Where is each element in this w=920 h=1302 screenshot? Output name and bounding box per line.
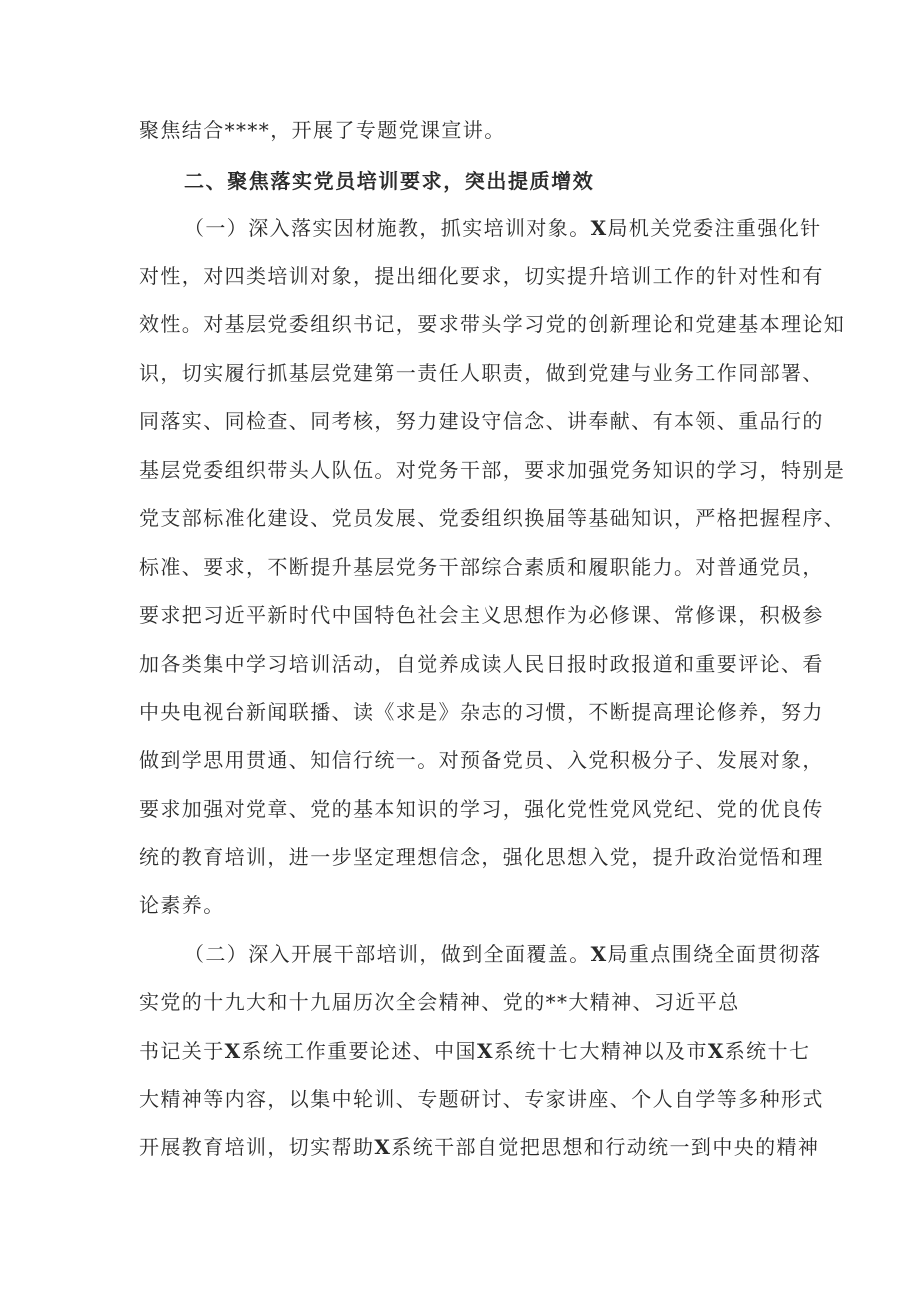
text-line-10: 标准、要求，不断提升基层党务干部综合素质和履职能力。对普通党员， — [139, 555, 824, 579]
bold-x-glyph: X — [224, 1039, 242, 1063]
bold-x-glyph: X — [476, 1039, 494, 1063]
text-line-17: 论素养。 — [139, 893, 225, 917]
text-line-16: 统的教育培训，进一步坚定理想信念，强化思想入党，提升政治觉悟和理 — [139, 845, 824, 869]
text-line-4: 对性，对四类培训对象，提出细化要求，切实提升培训工作的针对性和有 — [139, 264, 824, 288]
text-line-3: （一）深入落实因材施教，抓实培训对象。X局机关党委注重强化针 — [184, 216, 822, 240]
text-line-19: 实党的十九大和十九届历次全会精神、党的**大精神、习近平总 — [139, 990, 740, 1014]
text-line-9: 党支部标准化建设、党员发展、党委组织换届等基础知识，严格把握程序、 — [139, 506, 846, 530]
text-line-5: 效性。对基层党委组织书记，要求带头学习党的创新理论和党建基本理论知 — [139, 312, 846, 336]
bold-x-glyph: X — [707, 1039, 725, 1063]
text-line-7: 同落实、同检查、同考核，努力建设守信念、讲奉献、有本领、重品行的 — [139, 409, 824, 433]
text-line-22: 开展教育培训，切实帮助X系统干部自觉把思想和行动统一到中央的精神 — [139, 1135, 820, 1159]
text-line-15: 要求加强对党章、党的基本知识的学习，强化党性党风党纪、党的优良传 — [139, 797, 824, 821]
text-line-8: 基层党委组织带头人队伍。对党务干部，要求加强党务知识的学习，特别是 — [139, 458, 846, 482]
text-line-11: 要求把习近平新时代中国特色社会主义思想作为必修课、常修课，积极参 — [139, 603, 824, 627]
text-line-1: 聚焦结合****，开展了专题党课宣讲。 — [139, 118, 506, 142]
text-line-6: 识，切实履行抓基层党建第一责任人职责，做到党建与业务工作同部署、 — [139, 361, 824, 385]
text-line-13: 中央电视台新闻联播、读《求是》杂志的习惯，不断提高理论修养，努力 — [139, 700, 824, 724]
text-line-12: 加各类集中学习培训活动，自觉养成读人民日报时政报道和重要评论、看 — [139, 652, 824, 676]
text-line-18: （二）深入开展干部培训，做到全面覆盖。X局重点围绕全面贯彻落 — [184, 942, 822, 966]
bold-x-glyph: X — [590, 216, 608, 240]
bold-x-glyph: X — [374, 1135, 392, 1159]
text-line-14: 做到学思用贯通、知信行统一。对预备党员、入党积极分子、发展对象， — [139, 748, 824, 772]
text-line-21: 大精神等内容，以集中轮训、专题研讨、专家讲座、个人自学等多种形式 — [139, 1087, 824, 1111]
bold-x-glyph: X — [590, 942, 608, 966]
text-line-20: 书记关于X系统工作重要论述、中国X系统十七大精神以及市X系统十七 — [139, 1039, 811, 1063]
section-heading: 二、聚焦落实党员培训要求，突出提质增效 — [184, 169, 595, 193]
